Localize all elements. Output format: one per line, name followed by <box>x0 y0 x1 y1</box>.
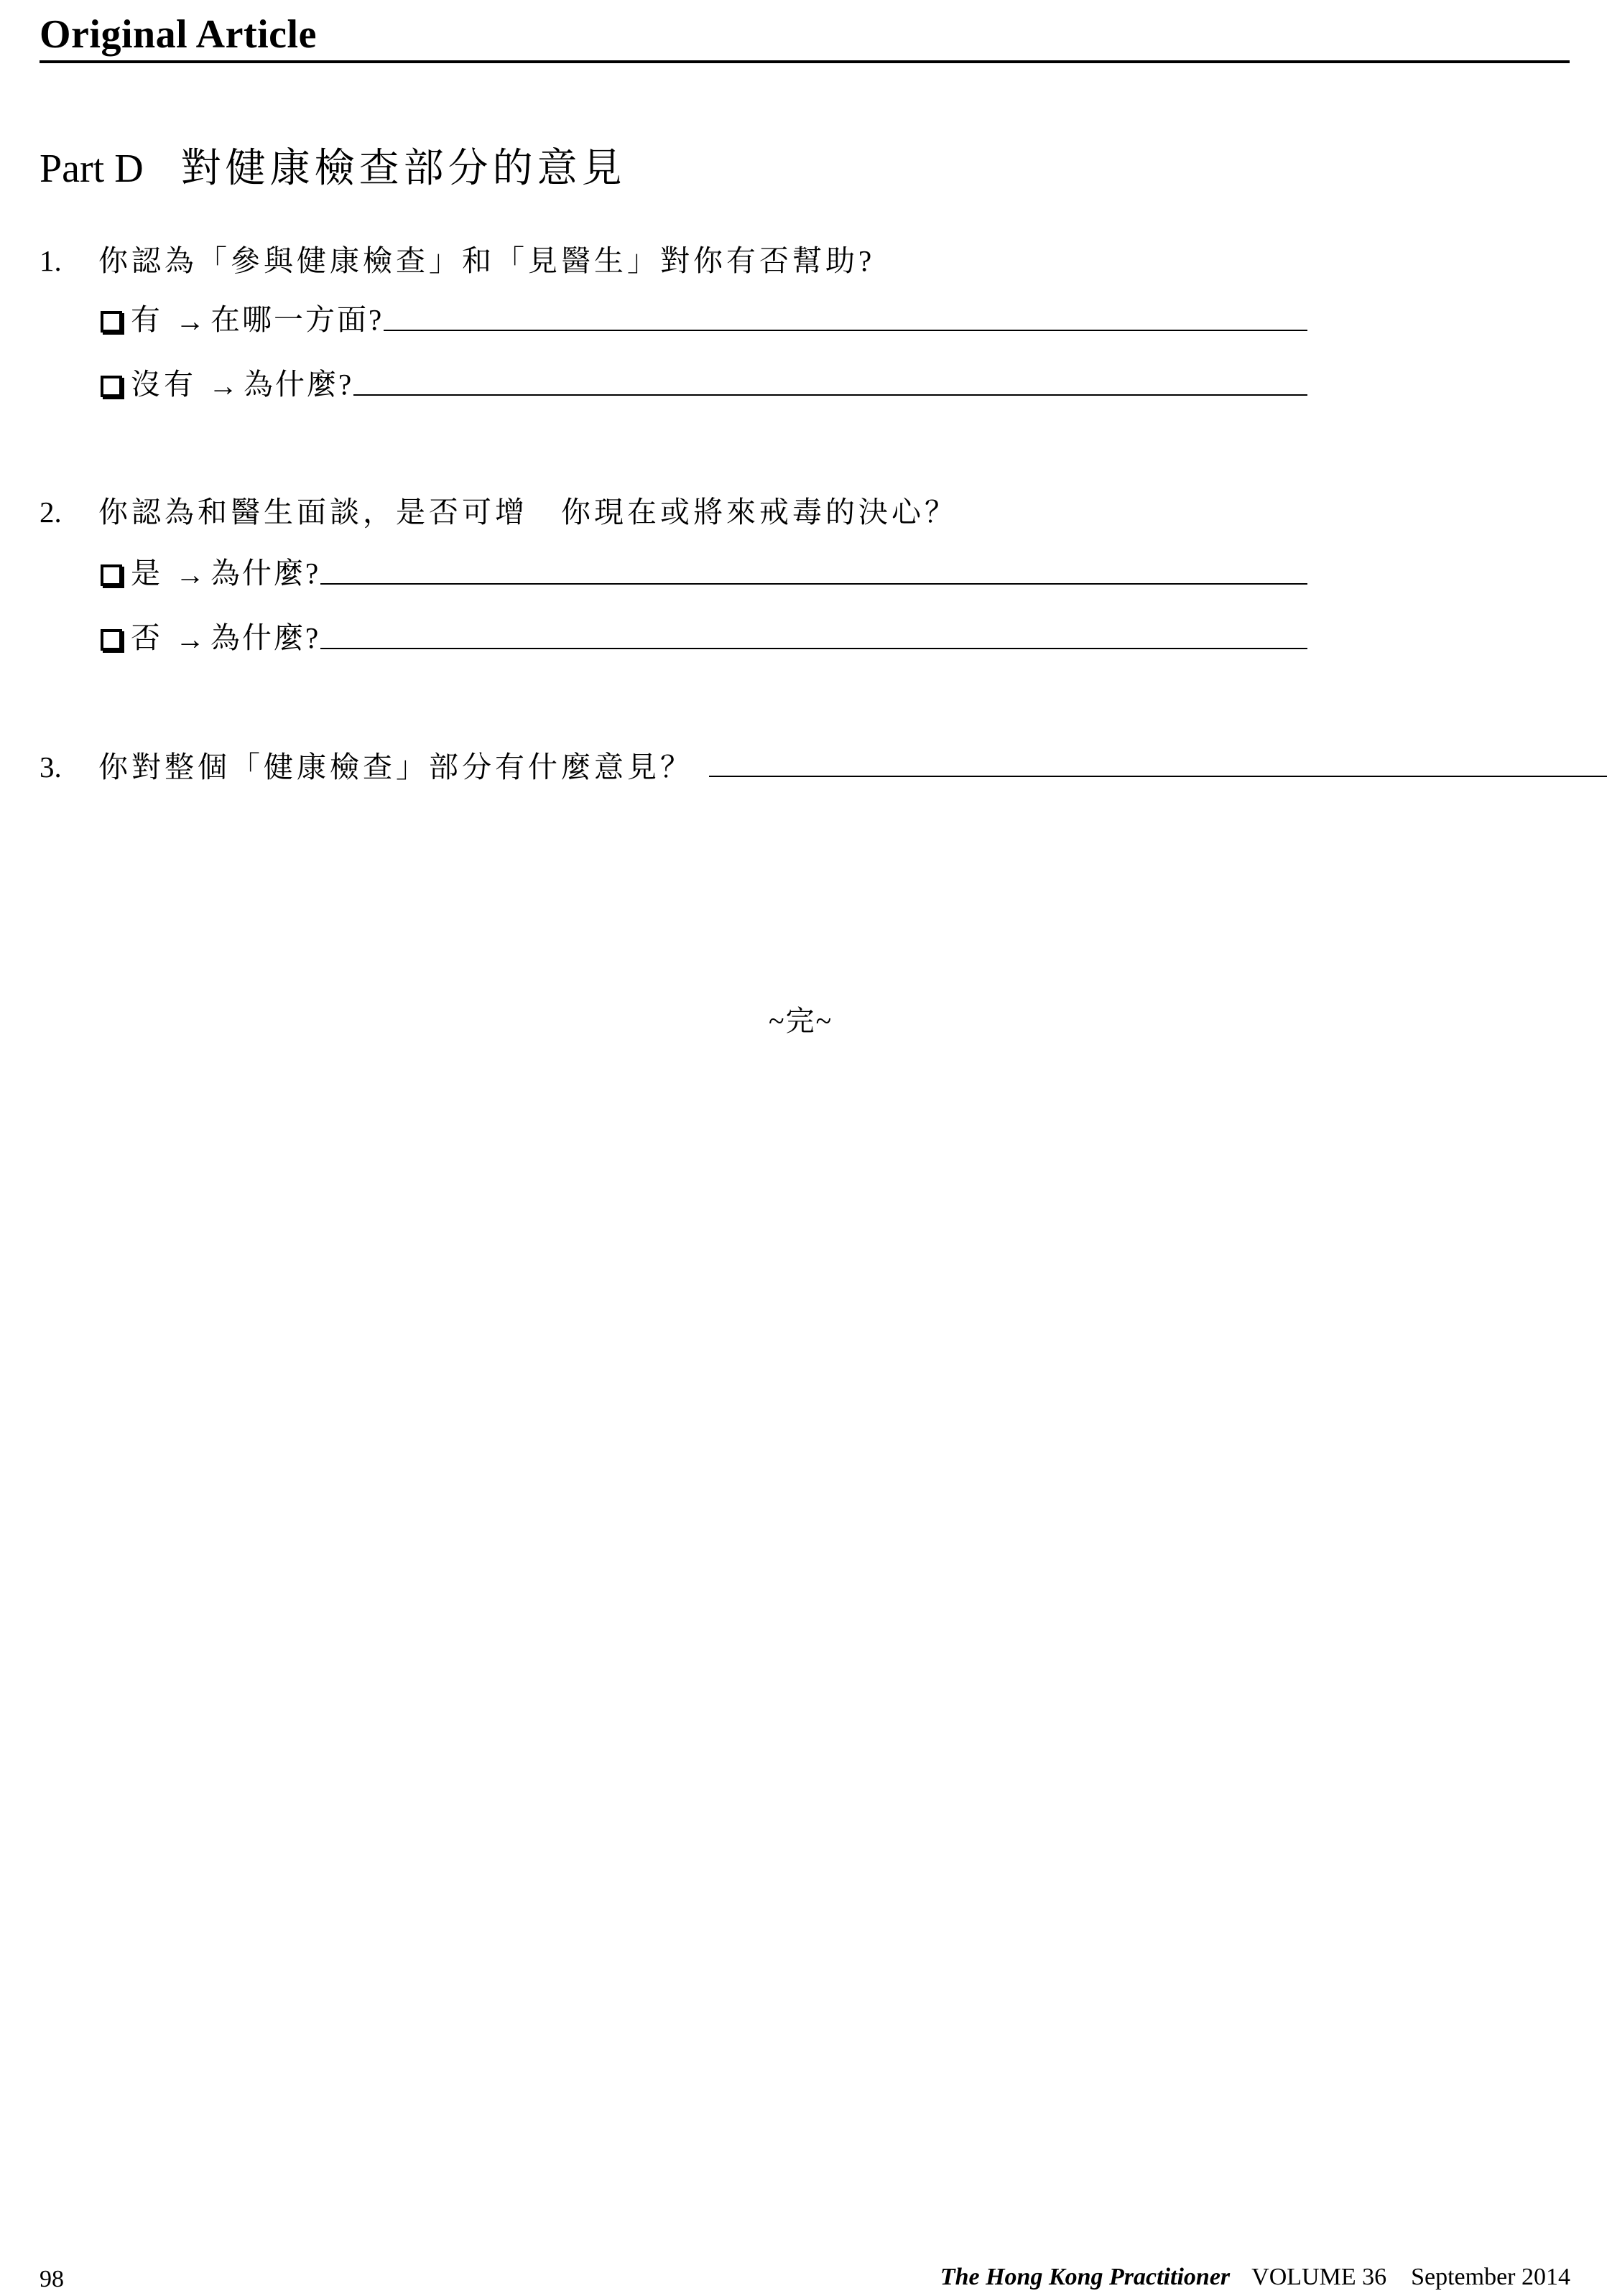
journal-date: September 2014 <box>1411 2264 1570 2290</box>
journal-footer <box>940 2264 1570 2291</box>
end-mark: ~完~ <box>769 1005 833 1037</box>
question-1 <box>40 237 875 279</box>
journal-name: The Hong Kong Practitioner <box>940 2264 1231 2290</box>
question-text: 你對整個「健康檢查」部分有什麼意見？ <box>98 750 693 784</box>
question-2 <box>40 488 958 531</box>
option-label: 否 <box>131 621 164 654</box>
option-label: 是 <box>131 557 164 590</box>
answer-line[interactable] <box>709 754 1607 777</box>
question-number: 1. <box>40 244 62 277</box>
arrow-right-icon: → <box>175 558 205 591</box>
option-prompt: 為什麼? <box>210 621 321 654</box>
question-2-option-no <box>101 614 1307 656</box>
article-header <box>40 9 1570 63</box>
question-number: 2. <box>40 496 62 529</box>
question-3 <box>40 743 1607 786</box>
checkbox-icon[interactable] <box>101 629 122 651</box>
arrow-right-icon: → <box>208 369 238 402</box>
part-heading <box>40 136 626 194</box>
header-title: Original Article <box>40 12 317 57</box>
option-prompt: 為什麼? <box>244 368 354 401</box>
option-prompt: 為什麼? <box>210 557 321 590</box>
question-1-option-no <box>101 361 1307 403</box>
checkbox-icon[interactable] <box>101 311 122 333</box>
answer-line[interactable] <box>384 308 1307 331</box>
option-prompt: 在哪一方面? <box>210 303 384 336</box>
option-label: 有 <box>131 303 164 336</box>
journal-volume: VOLUME 36 <box>1251 2264 1387 2290</box>
checkbox-icon[interactable] <box>101 376 122 397</box>
question-1-option-yes <box>101 296 1307 338</box>
arrow-right-icon: → <box>175 623 205 656</box>
part-label: Part D <box>40 147 144 191</box>
page-number: 98 <box>40 2266 64 2292</box>
question-2-option-yes <box>101 549 1307 592</box>
answer-line[interactable] <box>320 626 1307 649</box>
question-number: 3. <box>40 750 62 784</box>
question-text: 你認為「參與健康檢查」和「見醫生」對你有否幫助? <box>98 244 876 277</box>
checkbox-icon[interactable] <box>101 564 122 586</box>
arrow-right-icon: → <box>175 305 205 338</box>
option-label: 沒有 <box>131 368 197 401</box>
question-text-part-1: 你認為和醫生面談，是否可增 <box>98 496 528 529</box>
part-title: 對健康檢查部分的意見 <box>180 147 626 191</box>
answer-line[interactable] <box>353 373 1307 396</box>
question-text-part-2: 你現在或將來戒毒的決心？ <box>561 496 958 529</box>
answer-line[interactable] <box>320 562 1307 585</box>
